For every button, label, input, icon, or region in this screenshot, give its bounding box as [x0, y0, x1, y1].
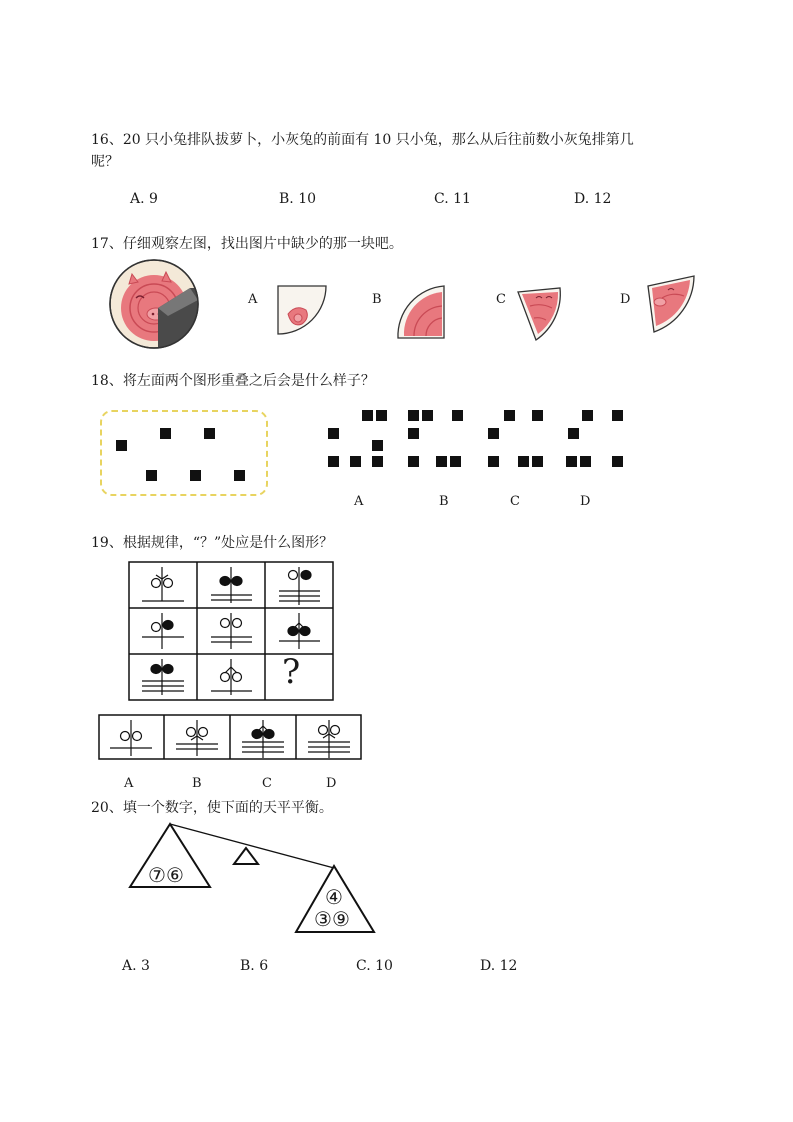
q18-square [204, 428, 215, 439]
q18-option-c-pattern[interactable] [488, 410, 548, 470]
q19-text: 19、根据规律，“？”处应是什么图形？ [91, 535, 334, 551]
q19-label-b: B [192, 776, 202, 791]
q17-option-c-piece[interactable] [516, 286, 580, 344]
q18-label-c: C [510, 494, 520, 509]
q18-text: 18、将左面两个图形重叠之后会是什么样子？ [91, 373, 375, 389]
q17-option-b-piece[interactable] [396, 284, 450, 342]
q19-options-strip[interactable] [98, 714, 364, 762]
q17-text: 17、仔细观察左图，找出图片中缺少的那一块吧。 [91, 236, 403, 252]
q20-right-num-9: ⑨ [331, 907, 350, 931]
q20-right-num-4: ④ [325, 885, 343, 909]
q20-option-c[interactable]: C. 10 [356, 958, 393, 974]
q17-label-c[interactable]: C [496, 292, 506, 307]
q16-option-b[interactable]: B. 10 [279, 191, 317, 207]
q18-square [160, 428, 171, 439]
q19-pattern-grid [128, 561, 336, 703]
q19-label-a: A [124, 776, 134, 791]
q18-square [234, 470, 245, 481]
q16-option-a[interactable]: A. 9 [130, 191, 158, 207]
q17-pig-picture [108, 258, 200, 350]
q20-option-d[interactable]: D. 12 [480, 958, 518, 974]
q17-label-b[interactable]: B [372, 292, 382, 307]
q17-option-a-piece[interactable] [276, 284, 336, 342]
q19-question-mark: ? [282, 652, 301, 692]
q20-option-a[interactable]: A. 3 [122, 958, 150, 974]
q20-right-bottom [314, 908, 350, 930]
q20-text: 20、填一个数字，使下面的天平平衡。 [91, 800, 333, 816]
q16-option-c[interactable]: C. 11 [434, 191, 471, 207]
q18-option-b-pattern[interactable] [408, 410, 468, 470]
q20-option-b[interactable]: B. 6 [240, 958, 269, 974]
q18-option-a-pattern[interactable] [328, 410, 388, 470]
q18-square [116, 440, 127, 451]
q19-label-d: D [326, 776, 337, 791]
q18-option-d-pattern[interactable] [566, 410, 626, 470]
q20-right-num-3: ③ [314, 907, 332, 931]
q17-label-a[interactable]: A [248, 292, 258, 307]
q20-left-numbers [148, 864, 184, 886]
q16-text-line1: 16、20 只小兔排队拔萝卜，小灰兔的前面有 10 只小兔，那么从后往前数小灰兔排第几 [91, 132, 634, 148]
q18-label-b: B [439, 494, 449, 509]
q18-label-d: D [580, 494, 591, 509]
q18-square [190, 470, 201, 481]
q19-label-c: C [262, 776, 272, 791]
q17-label-d[interactable]: D [620, 292, 631, 307]
q16-option-d[interactable]: D. 12 [574, 191, 612, 207]
q16-text-line2: 呢？ [91, 154, 119, 170]
q17-option-d-piece[interactable] [644, 274, 714, 336]
q18-label-a: A [354, 494, 364, 509]
q18-source-frame [100, 410, 268, 496]
q20-left-num-6: ⑥ [165, 863, 184, 887]
q20-left-num-7: ⑦ [148, 863, 166, 887]
q18-square [146, 470, 157, 481]
